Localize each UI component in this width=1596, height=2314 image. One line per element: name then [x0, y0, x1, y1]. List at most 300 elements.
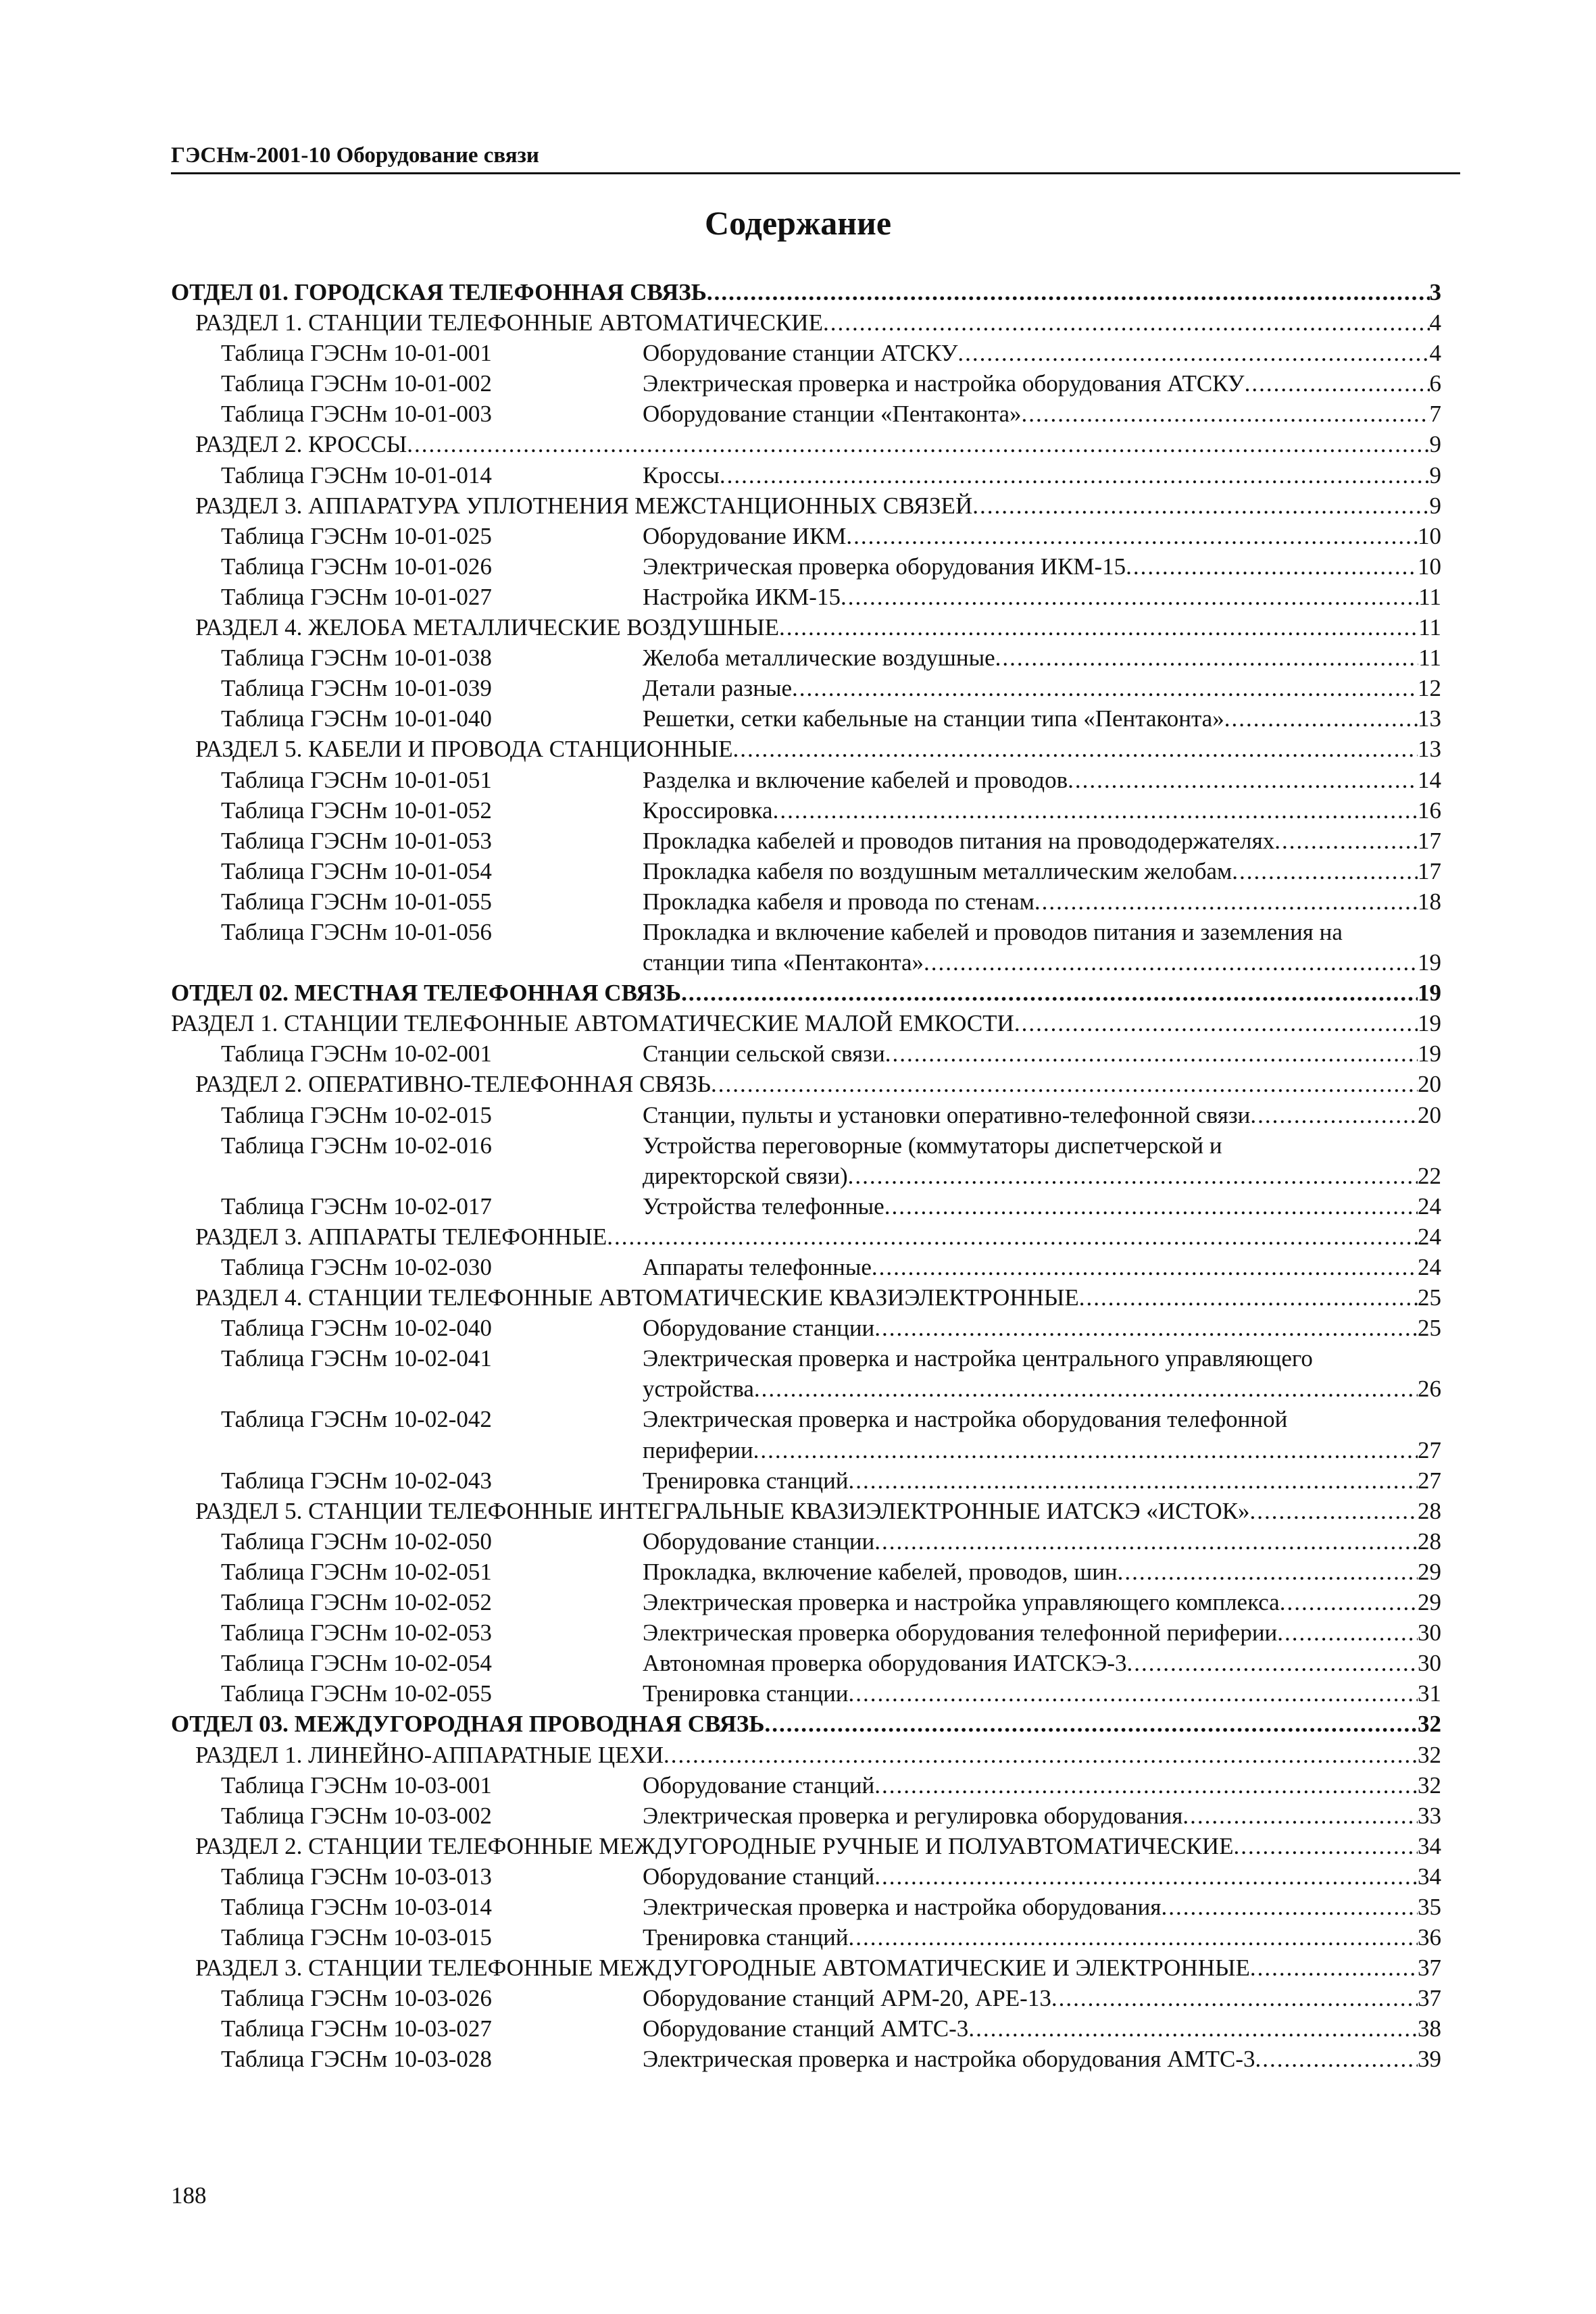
entry-leader-line: [643, 1374, 1441, 1404]
dot-leader: [792, 673, 1418, 703]
toc-entry-table: [171, 1587, 1441, 1617]
entry-page-number: 11: [1418, 583, 1441, 610]
dot-leader: [848, 1161, 1418, 1191]
entry-page-number: 17: [1418, 827, 1441, 854]
entry-page-number: 4: [1429, 340, 1441, 367]
entry-leader-line: [643, 1100, 1441, 1130]
toc-entry-table: [171, 582, 1441, 612]
entry-page-number: 37: [1418, 1955, 1441, 1982]
toc-entry-otdel: [171, 978, 1441, 1008]
entry-page-number: 27: [1418, 1436, 1441, 1463]
entry-page-number: 24: [1418, 1254, 1441, 1280]
toc-entry-cont: [171, 1435, 1441, 1465]
toc-entry-razdel: [171, 1740, 1441, 1770]
dot-leader: [874, 1526, 1418, 1557]
dot-leader: [884, 1191, 1418, 1222]
entry-leader-line: [195, 1953, 1441, 1983]
entry-leader-line: [643, 1617, 1441, 1648]
table-code: Таблица ГЭСНм 10-01-025: [221, 522, 492, 549]
entry-leader-line: [643, 582, 1441, 612]
entry-leader-line: [643, 1161, 1441, 1191]
toc-entry-table: [171, 795, 1441, 826]
table-code: Таблица ГЭСНм 10-03-001: [221, 1771, 492, 1799]
entry-title: Станции, пульты и установки оперативно-телефонной связи: [643, 1101, 1251, 1128]
table-code: Таблица ГЭСНм 10-02-030: [221, 1254, 492, 1280]
entry-title: ОТДЕЛ 03. МЕЖДУГОРОДНАЯ ПРОВОДНАЯ СВЯЗЬ: [171, 1711, 765, 1738]
entry-leader-line: [195, 734, 1441, 764]
entry-leader-line: [171, 277, 1441, 307]
entry-title: Прокладка и включение кабелей и проводов питания и заземления на: [643, 918, 1343, 945]
dot-leader: [972, 491, 1429, 521]
dot-leader: [874, 1770, 1418, 1801]
dot-leader: [1280, 1587, 1418, 1617]
dot-leader: [1224, 703, 1418, 734]
table-code: Таблица ГЭСНм 10-03-013: [221, 1863, 492, 1890]
entry-page-number: 7: [1429, 401, 1441, 428]
entry-page-number: 19: [1418, 980, 1441, 1007]
dot-leader: [765, 1709, 1418, 1739]
toc-entry-table: [171, 643, 1441, 673]
entry-leader-line: [643, 1465, 1441, 1496]
entry-leader-line: [195, 1496, 1441, 1526]
entry-page-number: 35: [1418, 1893, 1441, 1920]
entry-leader-line: [643, 1922, 1441, 1953]
toc-entry-razdel: [171, 734, 1441, 764]
entry-leader-line: [171, 1709, 1441, 1739]
entry-page-number: 9: [1429, 461, 1441, 488]
entry-page-number: 34: [1418, 1863, 1441, 1890]
toc-entry-razdel: [171, 1282, 1441, 1313]
entry-leader-line: [643, 1678, 1441, 1709]
table-code: Таблица ГЭСНм 10-03-015: [221, 1924, 492, 1951]
entry-title: Разделка и включение кабелей и проводов: [643, 766, 1068, 793]
toc-entry-otdel: [171, 1709, 1441, 1739]
toc-entry-table: [171, 1617, 1441, 1648]
table-code: Таблица ГЭСНм 10-02-053: [221, 1619, 492, 1646]
entry-title: Тренировка станций: [643, 1467, 849, 1494]
running-header: ГЭСНм-2001-10 Оборудование связи: [171, 143, 539, 168]
toc-entry-razdel: [171, 1496, 1441, 1526]
toc-entry-table: [171, 1130, 1441, 1161]
entry-title: Решетки, сетки кабельные на станции типа «Пентаконта»: [643, 705, 1224, 732]
entry-title: РАЗДЕЛ 5. СТАНЦИИ ТЕЛЕФОННЫЕ ИНТЕГРАЛЬНЫЕ КВАЗИЭЛЕКТРОННЫЕ ИАТСКЭ «ИСТОК»: [195, 1497, 1250, 1524]
toc-entry-table: [171, 1465, 1441, 1496]
entry-leader-line: [643, 1801, 1441, 1831]
table-code: Таблица ГЭСНм 10-03-027: [221, 2015, 492, 2042]
entry-title: Кроссы: [643, 461, 720, 488]
entry-leader-line: [643, 1191, 1441, 1222]
table-code: Таблица ГЭСНм 10-02-043: [221, 1467, 492, 1494]
toc-entry-table: [171, 1343, 1441, 1374]
entry-title: РАЗДЕЛ 1. СТАНЦИИ ТЕЛЕФОННЫЕ АВТОМАТИЧЕСКИЕ МАЛОЙ ЕМКОСТИ: [171, 1010, 1014, 1037]
entry-page-number: 20: [1418, 1071, 1441, 1098]
entry-leader-line: [643, 1313, 1441, 1343]
entry-leader-line: [171, 1008, 1441, 1038]
dot-leader: [1250, 1953, 1418, 1983]
toc-entry-otdel: [171, 277, 1441, 307]
toc-entry-table: [171, 1252, 1441, 1282]
dot-leader: [1118, 1557, 1418, 1587]
entry-title: Прокладка, включение кабелей, проводов, шин: [643, 1558, 1118, 1585]
toc-entry-table: [171, 1648, 1441, 1678]
dot-leader: [1277, 1617, 1418, 1648]
table-code: Таблица ГЭСНм 10-02-052: [221, 1589, 492, 1616]
entry-leader-line: [643, 1770, 1441, 1801]
toc-entry-table: [171, 673, 1441, 703]
table-code: Таблица ГЭСНм 10-01-054: [221, 857, 492, 884]
entry-leader-line: [195, 307, 1441, 338]
table-code: Таблица ГЭСНм 10-01-003: [221, 401, 492, 428]
entry-title: Тренировка станции: [643, 1680, 849, 1707]
table-code: Таблица ГЭСНм 10-03-028: [221, 2046, 492, 2073]
entry-page-number: 19: [1418, 1010, 1441, 1037]
table-code: Таблица ГЭСНм 10-02-017: [221, 1192, 492, 1219]
entry-page-number: 10: [1418, 553, 1441, 580]
entry-title: РАЗДЕЛ 1. СТАНЦИИ ТЕЛЕФОННЫЕ АВТОМАТИЧЕСКИЕ: [195, 309, 823, 336]
entry-title: Прокладка кабелей и проводов питания на провододержателях: [643, 827, 1275, 854]
dot-leader: [1250, 1496, 1418, 1526]
table-code: Таблица ГЭСНм 10-02-041: [221, 1345, 492, 1372]
entry-title: Электрическая проверка оборудования ИКМ-15: [643, 553, 1126, 580]
entry-leader-line: [643, 826, 1441, 856]
table-code: Таблица ГЭСНм 10-03-026: [221, 1985, 492, 2012]
toc-entry-table: [171, 399, 1441, 429]
entry-title: Оборудование станции АТСКУ: [643, 340, 958, 367]
entry-title: Настройка ИКМ-15: [643, 583, 841, 610]
entry-page-number: 39: [1418, 2046, 1441, 2073]
entry-title: Электрическая проверка и настройка оборудования: [643, 1893, 1162, 1920]
entry-leader-line: [643, 2013, 1441, 2044]
entry-page-number: 13: [1418, 736, 1441, 763]
entry-title: периферии: [643, 1436, 753, 1463]
entry-leader-line: [643, 1557, 1441, 1587]
dot-leader: [720, 460, 1430, 491]
entry-page-number: 34: [1418, 1832, 1441, 1859]
entry-leader-line: [643, 1892, 1441, 1922]
entry-page-number: 24: [1418, 1223, 1441, 1250]
dot-leader: [1232, 856, 1418, 886]
dot-leader: [753, 1435, 1418, 1465]
entry-leader-line: [195, 1831, 1441, 1861]
table-code: Таблица ГЭСНм 10-01-040: [221, 705, 492, 732]
table-code: Таблица ГЭСНм 10-01-051: [221, 766, 492, 793]
entry-leader-line: [643, 886, 1441, 917]
toc-entry-table: [171, 1983, 1441, 2013]
table-code: Таблица ГЭСНм 10-02-042: [221, 1406, 492, 1433]
entry-page-number: 18: [1418, 888, 1441, 915]
dot-leader: [664, 1740, 1418, 1770]
entry-page-number: 30: [1418, 1650, 1441, 1677]
dot-leader: [1051, 1983, 1418, 2013]
table-code: Таблица ГЭСНм 10-02-054: [221, 1650, 492, 1677]
entry-page-number: 19: [1418, 949, 1441, 976]
dot-leader: [1079, 1282, 1418, 1313]
entry-title: Оборудование станции: [643, 1315, 875, 1342]
entry-title: РАЗДЕЛ 3. СТАНЦИИ ТЕЛЕФОННЫЕ МЕЖДУГОРОДНЫЕ АВТОМАТИЧЕСКИЕ И ЭЛЕКТРОННЫЕ: [195, 1955, 1250, 1982]
dot-leader: [1245, 368, 1430, 399]
entry-leader-line: [643, 1983, 1441, 2013]
entry-page-number: 16: [1418, 797, 1441, 824]
toc-entry-razdel-flush: [171, 1008, 1441, 1038]
entry-title: Оборудование станций АРМ-20, АРЕ-13: [643, 1985, 1051, 2012]
toc-entry-table: [171, 1678, 1441, 1709]
toc-entry-razdel: [171, 1222, 1441, 1252]
entry-title: РАЗДЕЛ 3. АППАРАТЫ ТЕЛЕФОННЫЕ: [195, 1223, 607, 1250]
toc-entry-table: [171, 1770, 1441, 1801]
entry-leader-line: [643, 1587, 1441, 1617]
entry-page-number: 3: [1429, 279, 1441, 305]
entry-title: Оборудование станций АМТС-3: [643, 2015, 969, 2042]
table-code: Таблица ГЭСНм 10-03-002: [221, 1802, 492, 1829]
table-code: Таблица ГЭСНм 10-02-050: [221, 1528, 492, 1555]
table-code: Таблица ГЭСНм 10-02-016: [221, 1132, 492, 1159]
toc-entry-razdel: [171, 491, 1441, 521]
entry-title: Прокладка кабеля по воздушным металлическим желобам: [643, 857, 1232, 884]
dot-leader: [995, 643, 1419, 673]
entry-page-number: 36: [1418, 1924, 1441, 1951]
toc-entry-table: [171, 1526, 1441, 1557]
entry-leader-line: [643, 703, 1441, 734]
dot-leader: [707, 277, 1430, 307]
table-code: Таблица ГЭСНм 10-02-001: [221, 1040, 492, 1067]
entry-title: Аппараты телефонные: [643, 1254, 872, 1280]
entry-title: Оборудование ИКМ: [643, 522, 847, 549]
toc-entry-razdel: [171, 1953, 1441, 1983]
dot-leader: [849, 1465, 1418, 1496]
toc-entry-razdel: [171, 429, 1441, 459]
entry-title: РАЗДЕЛ 2. СТАНЦИИ ТЕЛЕФОННЫЕ МЕЖДУГОРОДНЫЕ РУЧНЫЕ И ПОЛУАВТОМАТИЧЕСКИЕ: [195, 1832, 1234, 1859]
entry-leader-line: [195, 1740, 1441, 1770]
dot-leader: [874, 1313, 1418, 1343]
entry-page-number: 9: [1429, 431, 1441, 458]
entry-page-number: 14: [1418, 766, 1441, 793]
dot-leader: [711, 1069, 1418, 1099]
toc-entry-table: [171, 1191, 1441, 1222]
dot-leader: [885, 1038, 1418, 1069]
entry-title: Электрическая проверка и настройка центрального управляющего: [643, 1345, 1313, 1372]
entry-title: Автономная проверка оборудования ИАТСКЭ-3: [643, 1650, 1127, 1677]
entry-page-number: 9: [1429, 492, 1441, 519]
entry-title: Кроссировка: [643, 797, 773, 824]
entry-title: станции типа «Пентаконта»: [643, 949, 924, 976]
toc-entry-table: [171, 1100, 1441, 1130]
entry-title: РАЗДЕЛ 4. СТАНЦИИ ТЕЛЕФОННЫЕ АВТОМАТИЧЕСКИЕ КВАЗИЭЛЕКТРОННЫЕ: [195, 1284, 1079, 1311]
dot-leader: [849, 1678, 1418, 1709]
dot-leader: [846, 521, 1418, 551]
entry-page-number: 32: [1418, 1771, 1441, 1799]
entry-leader-line: [195, 1282, 1441, 1313]
toc-entry-table: [171, 1557, 1441, 1587]
entry-title: Устройства телефонные: [643, 1192, 884, 1219]
dot-leader: [1162, 1892, 1418, 1922]
entry-page-number: 29: [1418, 1589, 1441, 1616]
toc-entry-table: [171, 826, 1441, 856]
entry-leader-line: [643, 643, 1441, 673]
table-code: Таблица ГЭСНм 10-01-014: [221, 461, 492, 488]
dot-leader: [1068, 765, 1418, 795]
toc-entry-table: [171, 521, 1441, 551]
entry-page-number: 31: [1418, 1680, 1441, 1707]
table-code: Таблица ГЭСНм 10-01-038: [221, 645, 492, 672]
entry-page-number: 37: [1418, 1985, 1441, 2012]
table-code: Таблица ГЭСНм 10-02-040: [221, 1315, 492, 1342]
table-code: Таблица ГЭСНм 10-01-027: [221, 583, 492, 610]
toc-entry-table: [171, 1038, 1441, 1069]
toc-entry-razdel: [171, 307, 1441, 338]
entry-title: РАЗДЕЛ 2. КРОССЫ: [195, 431, 407, 458]
dot-leader: [874, 1861, 1418, 1892]
dot-leader: [1274, 826, 1418, 856]
toc-entry-table: [171, 703, 1441, 734]
entry-leader-line: [643, 765, 1441, 795]
dot-leader: [754, 1374, 1418, 1404]
entry-title: Электрическая проверка и настройка управляющего комплекса: [643, 1589, 1280, 1616]
entry-leader-line: [643, 1252, 1441, 1282]
entry-title: Станции сельской связи: [643, 1040, 885, 1067]
entry-title: ОТДЕЛ 02. МЕСТНАЯ ТЕЛЕФОННАЯ СВЯЗЬ: [171, 980, 682, 1007]
dot-leader: [779, 612, 1418, 643]
entry-leader-line: [643, 1648, 1441, 1678]
entry-leader-line: [643, 460, 1441, 491]
toc-entry-razdel: [171, 612, 1441, 643]
header-rule: [171, 172, 1460, 174]
toc-entry-cont: [171, 947, 1441, 978]
toc-entry-table: [171, 2044, 1441, 2074]
dot-leader: [1127, 1648, 1418, 1678]
entry-title: ОТДЕЛ 01. ГОРОДСКАЯ ТЕЛЕФОННАЯ СВЯЗЬ: [171, 279, 707, 305]
toc-entry-razdel: [171, 1831, 1441, 1861]
entry-page-number: 28: [1418, 1528, 1441, 1555]
entry-leader-line: [643, 673, 1441, 703]
entry-page-number: 17: [1418, 857, 1441, 884]
table-code: Таблица ГЭСНм 10-01-053: [221, 827, 492, 854]
entry-title: РАЗДЕЛ 3. АППАРАТУРА УПЛОТНЕНИЯ МЕЖСТАНЦИОННЫХ СВЯЗЕЙ: [195, 492, 973, 519]
entry-page-number: 32: [1418, 1741, 1441, 1768]
entry-page-number: 25: [1418, 1284, 1441, 1311]
dot-leader: [1182, 1801, 1418, 1831]
entry-title: Оборудование станции «Пентаконта»: [643, 401, 1022, 428]
entry-page-number: 13: [1418, 705, 1441, 732]
entry-leader-line: [643, 551, 1441, 582]
toc-entry-table: [171, 368, 1441, 399]
entry-page-number: 10: [1418, 522, 1441, 549]
dot-leader: [733, 734, 1418, 764]
entry-title: РАЗДЕЛ 5. КАБЕЛИ И ПРОВОДА СТАНЦИОННЫЕ: [195, 736, 733, 763]
entry-leader-line: [643, 795, 1441, 826]
toc-entry-table: [171, 338, 1441, 368]
toc-entry-table: [171, 1801, 1441, 1831]
entry-title: Электрическая проверка и регулировка оборудования: [643, 1802, 1183, 1829]
dot-leader: [957, 338, 1429, 368]
toc-entry-table: [171, 1861, 1441, 1892]
table-code: Таблица ГЭСНм 10-01-026: [221, 553, 492, 580]
entry-leader-line: [195, 1069, 1441, 1099]
entry-page-number: 24: [1418, 1192, 1441, 1219]
dot-leader: [1255, 2044, 1418, 2074]
entry-title: устройства: [643, 1376, 754, 1403]
entry-leader-line: [195, 1222, 1441, 1252]
dot-leader: [872, 1252, 1418, 1282]
entry-leader-line: [643, 1435, 1441, 1465]
dot-leader: [1034, 886, 1418, 917]
dot-leader: [1233, 1831, 1418, 1861]
entry-page-number: 12: [1418, 675, 1441, 702]
dot-leader: [968, 2013, 1418, 2044]
toc-entry-table: [171, 917, 1441, 947]
entry-title: Электрическая проверка и настройка оборудования АТСКУ: [643, 370, 1245, 397]
dot-leader: [773, 795, 1418, 826]
dot-leader: [1014, 1008, 1418, 1038]
dot-leader: [681, 978, 1418, 1008]
table-code: Таблица ГЭСНм 10-02-055: [221, 1680, 492, 1707]
entry-title: РАЗДЕЛ 2. ОПЕРАТИВНО-ТЕЛЕФОННАЯ СВЯЗЬ: [195, 1071, 712, 1098]
dot-leader: [841, 582, 1418, 612]
dot-leader: [407, 429, 1429, 459]
entry-leader-line: [171, 978, 1441, 1008]
entry-page-number: 32: [1418, 1711, 1441, 1738]
entry-title: Устройства переговорные (коммутаторы диспетчерской и: [643, 1132, 1222, 1159]
entry-title: Электрическая проверка и настройка оборудования АМТС-3: [643, 2046, 1255, 2073]
entry-leader-line: [643, 338, 1441, 368]
table-code: Таблица ГЭСНм 10-01-056: [221, 918, 492, 945]
entry-page-number: 33: [1418, 1802, 1441, 1829]
toc-entry-cont: [171, 1374, 1441, 1404]
entry-page-number: 6: [1429, 370, 1441, 397]
entry-page-number: 30: [1418, 1619, 1441, 1646]
dot-leader: [1022, 399, 1430, 429]
table-code: Таблица ГЭСНм 10-02-015: [221, 1101, 492, 1128]
dot-leader: [1250, 1100, 1418, 1130]
page-number: 188: [171, 2182, 207, 2209]
table-code: Таблица ГЭСНм 10-01-052: [221, 797, 492, 824]
table-code: Таблица ГЭСНм 10-01-002: [221, 370, 492, 397]
dot-leader: [607, 1222, 1418, 1252]
entry-leader-line: [195, 491, 1441, 521]
entry-title: РАЗДЕЛ 1. ЛИНЕЙНО-АППАРАТНЫЕ ЦЕХИ: [195, 1741, 664, 1768]
entry-leader-line: [643, 368, 1441, 399]
entry-page-number: 22: [1418, 1162, 1441, 1189]
toc-entry-table: [171, 2013, 1441, 2044]
toc-entry-table: [171, 1404, 1441, 1434]
page-title: Содержание: [704, 204, 892, 242]
toc-entry-table: [171, 460, 1441, 491]
dot-leader: [823, 307, 1430, 338]
entry-leader-line: [195, 429, 1441, 459]
table-code: Таблица ГЭСНм 10-01-001: [221, 340, 492, 367]
entry-page-number: 38: [1418, 2015, 1441, 2042]
entry-leader-line: [643, 947, 1441, 978]
table-code: Таблица ГЭСНм 10-01-039: [221, 675, 492, 702]
entry-title: Прокладка кабеля и провода по стенам: [643, 888, 1034, 915]
toc-entry-razdel: [171, 1069, 1441, 1099]
dot-leader: [1126, 551, 1418, 582]
toc-entry-table: [171, 1313, 1441, 1343]
entry-page-number: 11: [1418, 645, 1441, 672]
entry-page-number: 29: [1418, 1558, 1441, 1585]
entry-title: Тренировка станций: [643, 1924, 849, 1951]
toc-entry-table: [171, 1922, 1441, 1953]
entry-title: РАЗДЕЛ 4. ЖЕЛОБА МЕТАЛЛИЧЕСКИЕ ВОЗДУШНЫЕ: [195, 614, 779, 641]
table-code: Таблица ГЭСНм 10-02-051: [221, 1558, 492, 1585]
entry-leader-line: [643, 399, 1441, 429]
entry-page-number: 19: [1418, 1040, 1441, 1067]
entry-title: Оборудование станций: [643, 1863, 875, 1890]
entry-page-number: 4: [1429, 309, 1441, 336]
toc-entry-table: [171, 551, 1441, 582]
entry-title: Оборудование станций: [643, 1771, 875, 1799]
entry-title: Электрическая проверка и настройка оборудования телефонной: [643, 1406, 1288, 1433]
entry-leader-line: [643, 2044, 1441, 2074]
